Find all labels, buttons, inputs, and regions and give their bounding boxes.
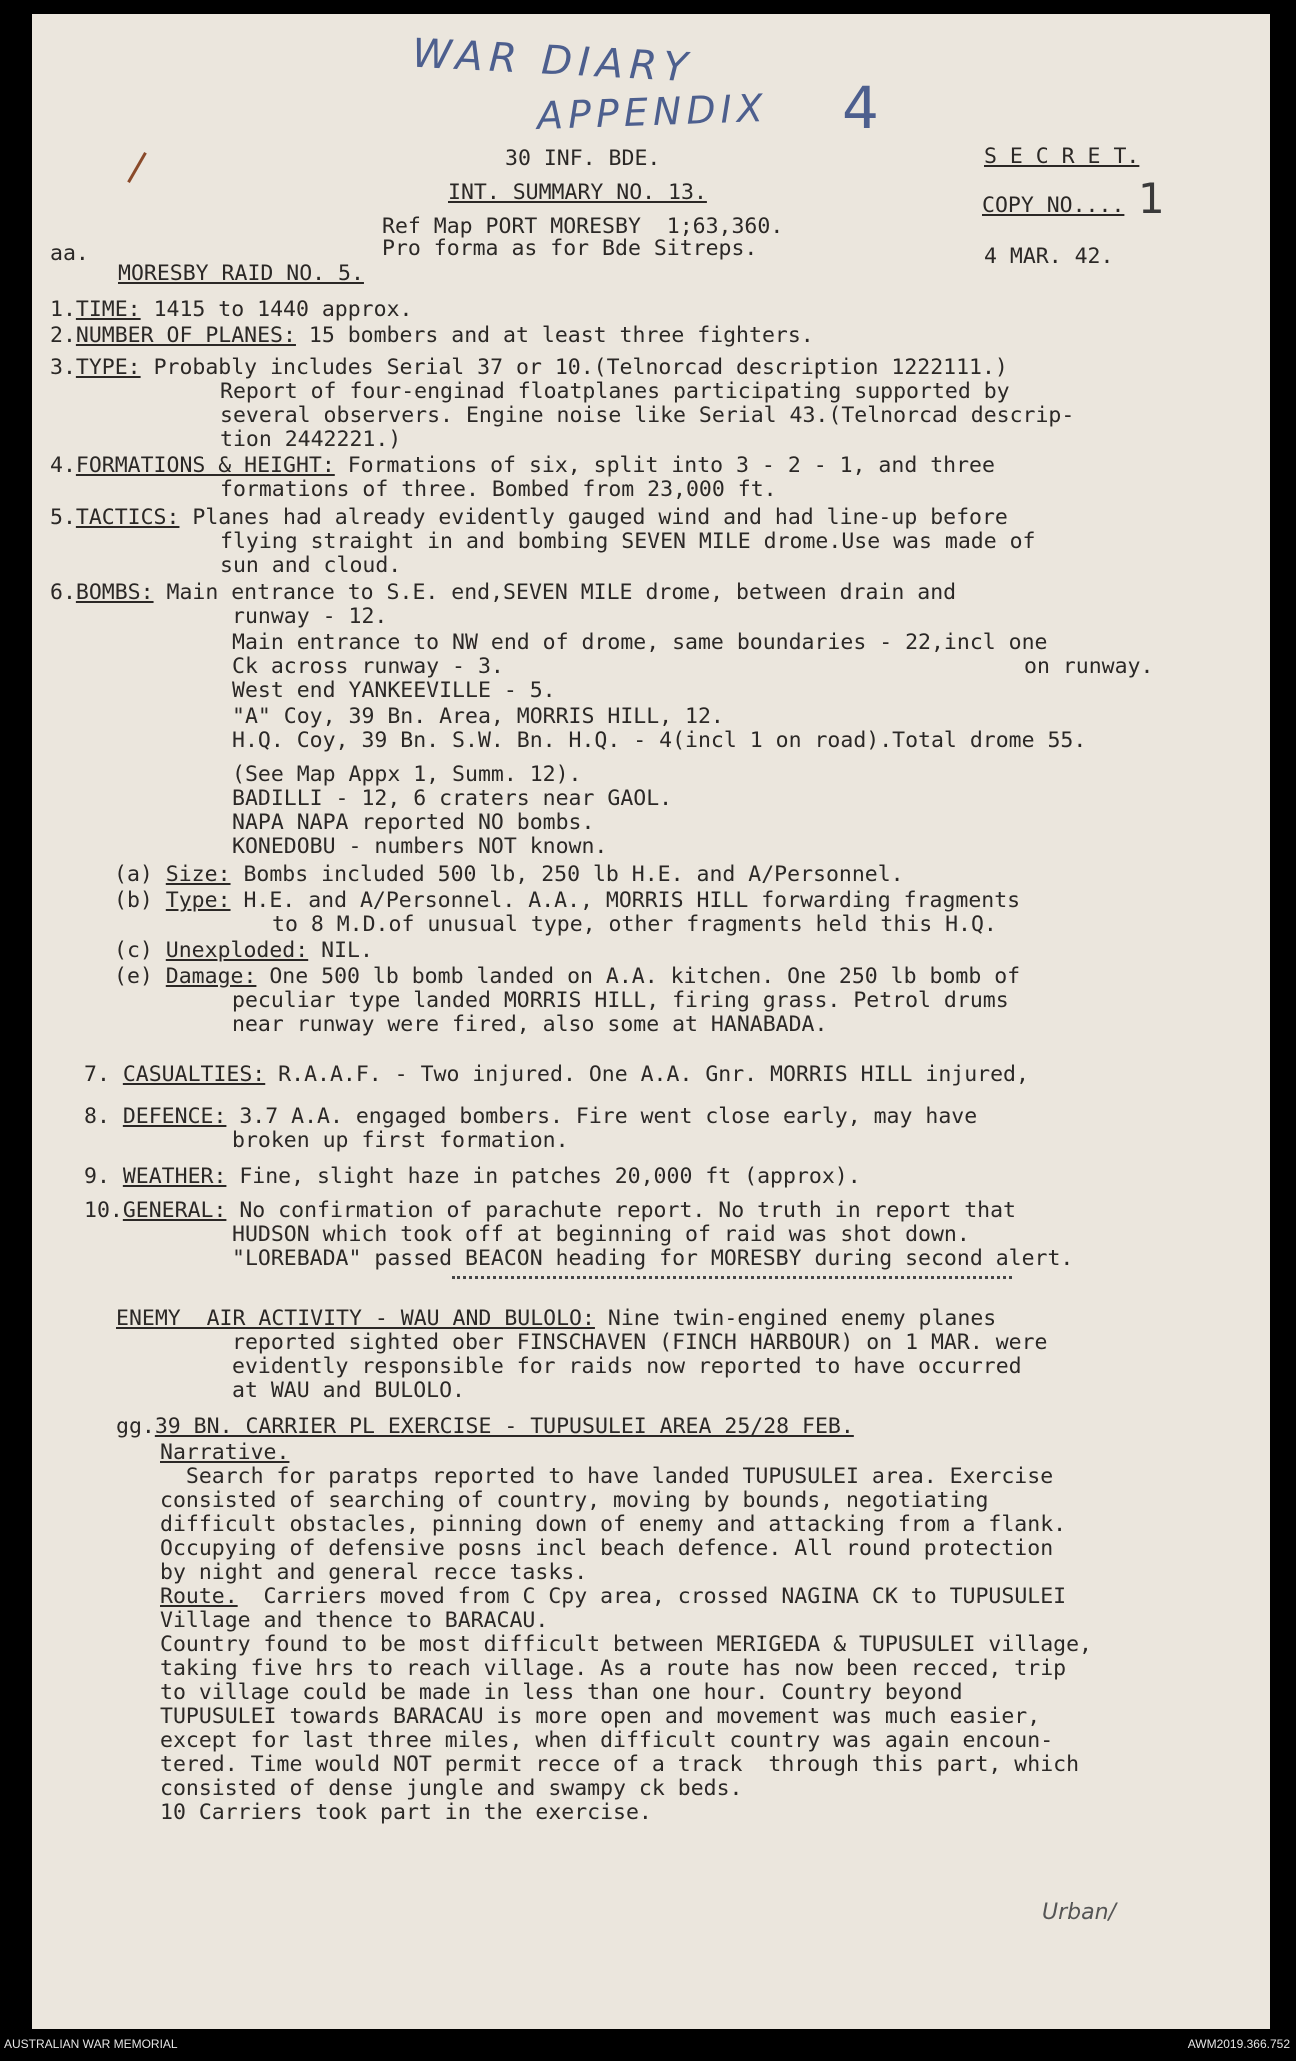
item-bombs-line: BADILLI - 12, 6 craters near GAOL. xyxy=(232,786,673,811)
route-line: consisted of dense jungle and swampy ck beds. xyxy=(160,1776,743,1801)
enemy-air-activity-line: reported sighted ober FINSCHAVEN (FINCH HARBOUR) on 1 MAR. were xyxy=(232,1330,1048,1355)
item-tactics-line: flying straight in and bombing SEVEN MILE drome.Use was made of xyxy=(220,529,1036,554)
route-line: TUPUSULEI towards BARACAU is more open and movement was much easier, xyxy=(160,1704,1041,1729)
item-bombs-line: West end YANKEEVILLE - 5. xyxy=(232,678,556,703)
handwritten-appendix-number: 4 xyxy=(842,74,879,142)
item-defence: 8. DEFENCE: 3.7 A.A. engaged bombers. Fire went close early, may have xyxy=(84,1104,978,1129)
route-line: except for last three miles, when difficult country was again encoun- xyxy=(160,1728,1054,1753)
footer-reference: AWM2019.366.752 xyxy=(1187,2037,1290,2051)
item-type-line: several observers. Engine noise like Serial 43.(Telnorcad descrip- xyxy=(220,403,1075,428)
item-bombs-line: H.Q. Coy, 39 Bn. S.W. Bn. H.Q. - 4(incl 1 on road).Total drome 55. xyxy=(232,728,1087,753)
item-bombs: 6.BOMBS: Main entrance to S.E. end,SEVEN MILE drome, between drain and xyxy=(50,580,957,605)
classification-secret: S E C R E T. xyxy=(984,144,1140,169)
summary-title: INT. SUMMARY NO. 13. xyxy=(448,180,707,205)
item-bomb-type-line: to 8 M.D.of unusual type, other fragments held this H.Q. xyxy=(272,912,997,937)
route-line: Country found to be most difficult between MERIGEDA & TUPUSULEI village, xyxy=(160,1632,1092,1657)
document-date: 4 MAR. 42. xyxy=(984,244,1114,269)
item-general-line: "LOREBADA" passed BEACON heading for MORESBY during second alert. xyxy=(232,1246,1074,1271)
item-damage-line: peculiar type landed MORRIS HILL, firing grass. Petrol drums xyxy=(232,988,1009,1013)
narrative-line: by night and general recce tasks. xyxy=(160,1560,588,1585)
item-bombs-line: Main entrance to NW end of drome, same boundaries - 22,incl one xyxy=(232,630,1048,655)
item-bombs-line: runway - 12. xyxy=(232,604,388,629)
item-general: 10.GENERAL: No confirmation of parachute report. No truth in report that xyxy=(84,1198,1016,1223)
section-marker: aa. xyxy=(50,241,89,266)
route-line: taking five hrs to reach village. As a route has now been recced, trip xyxy=(160,1656,1067,1681)
item-tactics: 5.TACTICS: Planes had already evidently gauged wind and had line-up before xyxy=(50,505,1008,530)
item-formations-line: formations of three. Bombed from 23,000 ft. xyxy=(220,477,777,502)
unit-heading: 30 INF. BDE. xyxy=(505,146,661,171)
route-line: Village and thence to BARACAU. xyxy=(160,1608,549,1633)
pro-forma-note: Pro forma as for Bde Sitreps. xyxy=(382,236,758,261)
item-weather: 9. WEATHER: Fine, slight haze in patches 20,000 ft (approx). xyxy=(84,1164,861,1189)
item-type-line: tion 2442221.) xyxy=(220,427,402,452)
narrative-line: Occupying of defensive posns incl beach defence. All round protection xyxy=(160,1536,1054,1561)
item-tactics-line: sun and cloud. xyxy=(220,553,402,578)
item-type-line: Report of four-enginad floatplanes participating supported by xyxy=(220,379,1010,404)
item-bomb-type: (b) Type: H.E. and A/Personnel. A.A., MORRIS HILL forwarding fragments xyxy=(114,888,1021,913)
item-bombs-line: Ck across runway - 3. xyxy=(232,654,504,679)
item-defence-line: broken up first formation. xyxy=(232,1128,569,1153)
item-casualties: 7. CASUALTIES: R.A.A.F. - Two injured. One A.A. Gnr. MORRIS HILL injured, xyxy=(84,1062,1029,1087)
handwritten-war-diary: WAR DIARY xyxy=(410,30,695,92)
item-number-of-planes: 2.NUMBER OF PLANES: 15 bombers and at least three fighters. xyxy=(50,323,814,348)
handwritten-copy-number: 1 xyxy=(1138,174,1165,223)
item-type: 3.TYPE: Probably includes Serial 37 or 10.(Telnorcad description 1222111.) xyxy=(50,355,1008,380)
item-damage: (e) Damage: One 500 lb bomb landed on A.A. kitchen. One 250 lb bomb of xyxy=(114,964,1021,989)
route-line: 10 Carriers took part in the exercise. xyxy=(160,1800,652,1825)
item-formations: 4.FORMATIONS & HEIGHT: Formations of six, split into 3 - 2 - 1, and three xyxy=(50,453,995,478)
item-bomb-size: (a) Size: Bombs included 500 lb, 250 lb H.E. and A/Personnel. xyxy=(114,862,904,887)
document-page xyxy=(32,14,1270,2029)
item-bombs-line: on runway. xyxy=(1024,654,1154,679)
item-damage-line: near runway were fired, also some at HANABADA. xyxy=(232,1012,828,1037)
item-bombs-line: NAPA NAPA reported NO bombs. xyxy=(232,810,595,835)
item-bombs-line: "A" Coy, 39 Bn. Area, MORRIS HILL, 12. xyxy=(232,704,724,729)
narrative-line: difficult obstacles, pinning down of enemy and attacking from a flank. xyxy=(160,1512,1067,1537)
footer-archive-name: AUSTRALIAN WAR MEMORIAL xyxy=(4,2037,178,2051)
exercise-title: gg.39 BN. CARRIER PL EXERCISE - TUPUSULEI AREA 25/28 FEB. xyxy=(116,1414,854,1439)
item-time: 1.TIME: 1415 to 1440 approx. xyxy=(50,297,413,322)
enemy-air-activity-line: at WAU and BULOLO. xyxy=(232,1378,465,1403)
item-general-line: HUDSON which took off at beginning of raid was shot down. xyxy=(232,1222,970,1247)
narrative-label: Narrative. xyxy=(160,1440,290,1465)
route-line: to village could be made in less than one hour. Country beyond xyxy=(160,1680,963,1705)
enemy-air-activity-line: evidently responsible for raids now reported to have occurred xyxy=(232,1354,1022,1379)
pencil-mark xyxy=(127,152,147,183)
item-bombs-line: KONEDOBU - numbers NOT known. xyxy=(232,834,608,859)
dotted-separator xyxy=(452,1276,1012,1282)
item-unexploded: (c) Unexploded: NIL. xyxy=(114,938,373,963)
item-bombs-line: (See Map Appx 1, Summ. 12). xyxy=(232,762,582,787)
section-title: MORESBY RAID NO. 5. xyxy=(118,261,364,286)
narrative-line: consisted of searching of country, moving by bounds, negotiating xyxy=(160,1488,989,1513)
enemy-air-activity: ENEMY AIR ACTIVITY - WAU AND BULOLO: Nine twin-engined enemy planes xyxy=(116,1306,997,1331)
copy-number-label: COPY NO.... xyxy=(982,193,1125,218)
handwritten-appendix: APPENDIX xyxy=(536,85,769,139)
route-line: tered. Time would NOT permit recce of a track through this part, which xyxy=(160,1752,1080,1777)
narrative-line: Search for paratps reported to have landed TUPUSULEI area. Exercise xyxy=(160,1464,1054,1489)
handwritten-initials: Urban/ xyxy=(1042,1900,1116,1925)
reference-map: Ref Map PORT MORESBY 1;63,360. xyxy=(382,214,784,239)
route-line: Route. Carriers moved from C Cpy area, crossed NAGINA CK to TUPUSULEI xyxy=(160,1584,1067,1609)
